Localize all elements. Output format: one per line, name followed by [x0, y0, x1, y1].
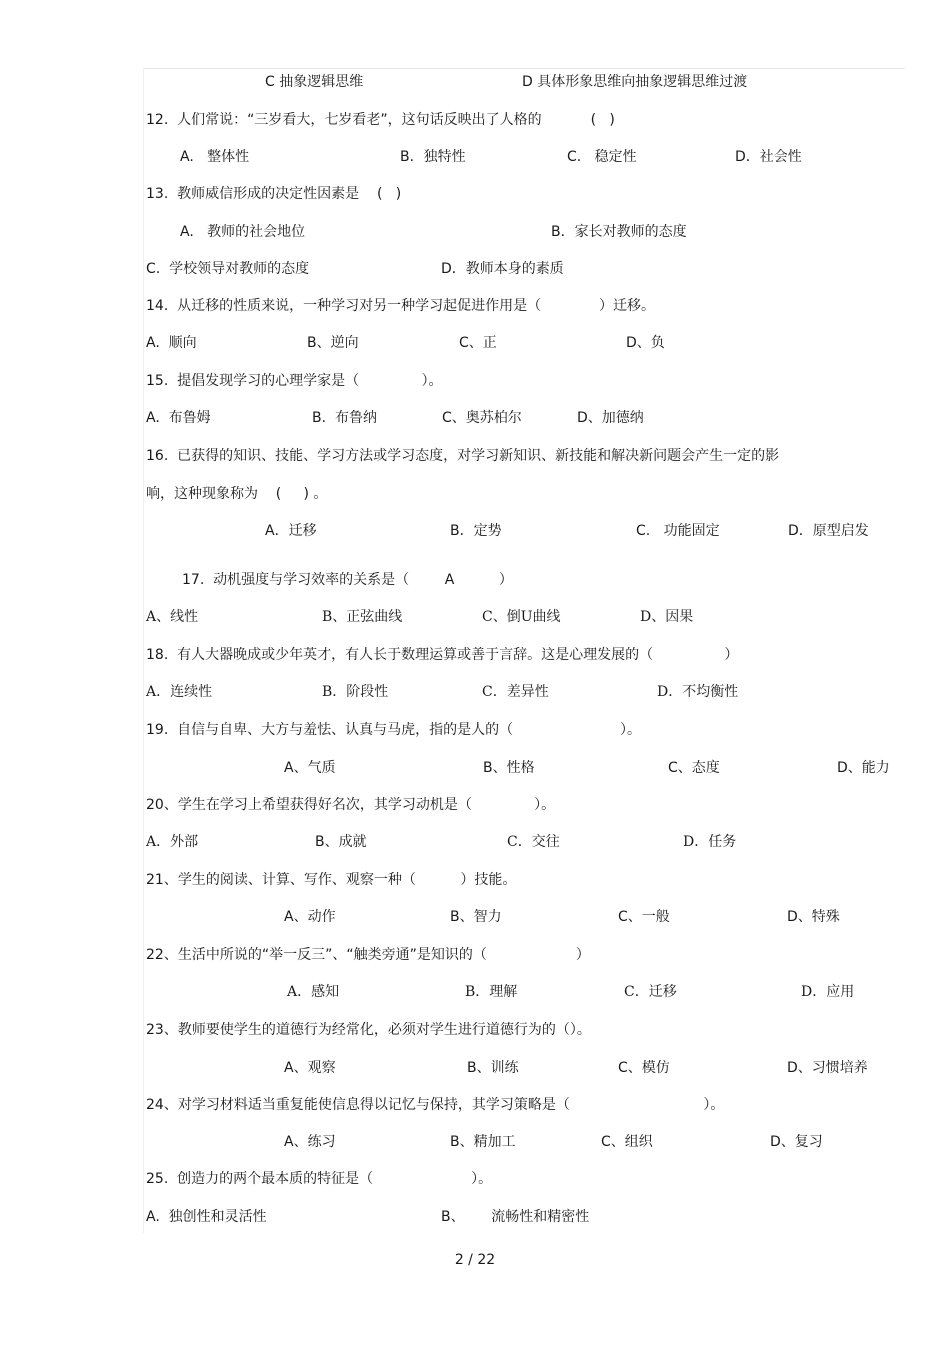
option-d: D 具体形象思维向抽象逻辑思维过渡	[522, 74, 748, 90]
question-21: 21、学生的阅读、计算、写作、观察一种（ ）技能。	[146, 872, 517, 888]
option-a: A．迁移	[265, 523, 317, 539]
option-d: D、负	[626, 335, 665, 351]
option-c: C 抽象逻辑思维	[265, 74, 364, 90]
option-a: A、练习	[284, 1134, 336, 1150]
option-b: B．理解	[465, 984, 518, 1000]
option-c: C. 功能固定	[636, 523, 720, 539]
question-22: 22、生活中所说的“举一反三”、“触类旁通”是知识的（ ）	[146, 947, 590, 963]
question-16: 16. 已获得的知识、技能、学习方法或学习态度，对学习新知识、新技能和解决新问题会产生一定的影	[146, 448, 780, 464]
option-b: B、逆向	[307, 335, 359, 351]
option-a: A. 独创性和灵活性	[146, 1209, 267, 1225]
option-d: D．任务	[683, 834, 737, 850]
option-d: D．社会性	[735, 149, 802, 165]
option-a: A、观察	[284, 1060, 336, 1076]
question-17: 17. 动机强度与学习效率的关系是（ A ）	[182, 572, 513, 588]
option-c: C、组织	[601, 1134, 653, 1150]
option-d: D．原型启发	[788, 523, 869, 539]
option-d: D、习惯培养	[787, 1060, 868, 1076]
option-c: C. 学校领导对教师的态度	[146, 261, 310, 277]
option-d: D、因果	[640, 609, 694, 625]
option-a: A．感知	[287, 984, 340, 1000]
option-a: A、线性	[146, 609, 199, 625]
question-23: 23、教师要使学生的道德行为经常化，必须对学生进行道德行为的（）。	[146, 1022, 591, 1038]
question-25: 25. 创造力的两个最本质的特征是（ ）。	[146, 1171, 493, 1187]
page-border	[143, 68, 905, 69]
option-b: B．阶段性	[322, 684, 389, 700]
question-16-continued: 响，这种现象称为 ( ) 。	[146, 486, 328, 502]
page-number: 2 / 22	[454, 1252, 496, 1268]
option-b: B．家长对教师的态度	[551, 224, 687, 240]
option-b: B. 布鲁纳	[312, 410, 377, 426]
option-b: B、性格	[483, 760, 535, 776]
option-a: A、气质	[284, 760, 336, 776]
option-d: D、加德纳	[577, 410, 644, 426]
page-border	[143, 68, 144, 1233]
option-a: A．连续性	[146, 684, 213, 700]
question-24: 24、对学习材料适当重复能使信息得以记忆与保持，其学习策略是（ ）。	[146, 1097, 725, 1113]
option-b: B、训练	[467, 1060, 519, 1076]
question-14: 14. 从迁移的性质来说，一种学习对另一种学习起促进作用是（ ）迁移。	[146, 298, 656, 314]
option-b: B、成就	[315, 834, 367, 850]
option-b: B、智力	[450, 909, 502, 925]
question-20: 20、学生在学习上希望获得好名次，其学习动机是（ ）。	[146, 797, 556, 813]
option-d: D．不均衡性	[657, 684, 739, 700]
question-18: 18. 有人大器晚成或少年英才，有人长于数理运算或善于言辞。这是心理发展的（ ）	[146, 647, 739, 663]
option-c: C、态度	[668, 760, 720, 776]
option-a: A. 教师的社会地位	[180, 224, 306, 240]
option-d: D．教师本身的素质	[441, 261, 564, 277]
option-b: B、正弦曲线	[322, 609, 403, 625]
option-a: A．外部	[146, 834, 199, 850]
option-a: A. 整体性	[180, 149, 250, 165]
option-c: C．迁移	[624, 984, 677, 1000]
option-d: D、特殊	[787, 909, 840, 925]
option-d: D、复习	[770, 1134, 823, 1150]
option-a: A. 顺向	[146, 335, 197, 351]
question-15: 15. 提倡发现学习的心理学家是（ ）。	[146, 373, 443, 389]
question-12: 12. 人们常说：“三岁看大，七岁看老”，这句话反映出了人格的 ( )	[146, 112, 615, 128]
option-c: C、正	[459, 335, 497, 351]
option-c: C、模仿	[618, 1060, 670, 1076]
option-b: B．独特性	[400, 149, 466, 165]
option-c: C．交往	[507, 834, 560, 850]
option-c: C. 稳定性	[567, 149, 637, 165]
option-a: A. 布鲁姆	[146, 410, 211, 426]
option-b: B、 流畅性和精密性	[441, 1209, 590, 1225]
option-c: C．差异性	[482, 684, 549, 700]
question-13: 13. 教师威信形成的决定性因素是 ( )	[146, 186, 402, 202]
option-d: D．应用	[801, 984, 855, 1000]
option-c: C、一般	[618, 909, 670, 925]
option-b: B．定势	[450, 523, 502, 539]
option-b: B、精加工	[450, 1134, 516, 1150]
option-d: D、能力	[837, 760, 890, 776]
option-c: C、奥苏柏尔	[442, 410, 522, 426]
option-a: A、动作	[284, 909, 336, 925]
question-19: 19. 自信与自卑、大方与羞怯、认真与马虎，指的是人的（ ）。	[146, 722, 641, 738]
option-c: C、倒U曲线	[482, 609, 561, 625]
